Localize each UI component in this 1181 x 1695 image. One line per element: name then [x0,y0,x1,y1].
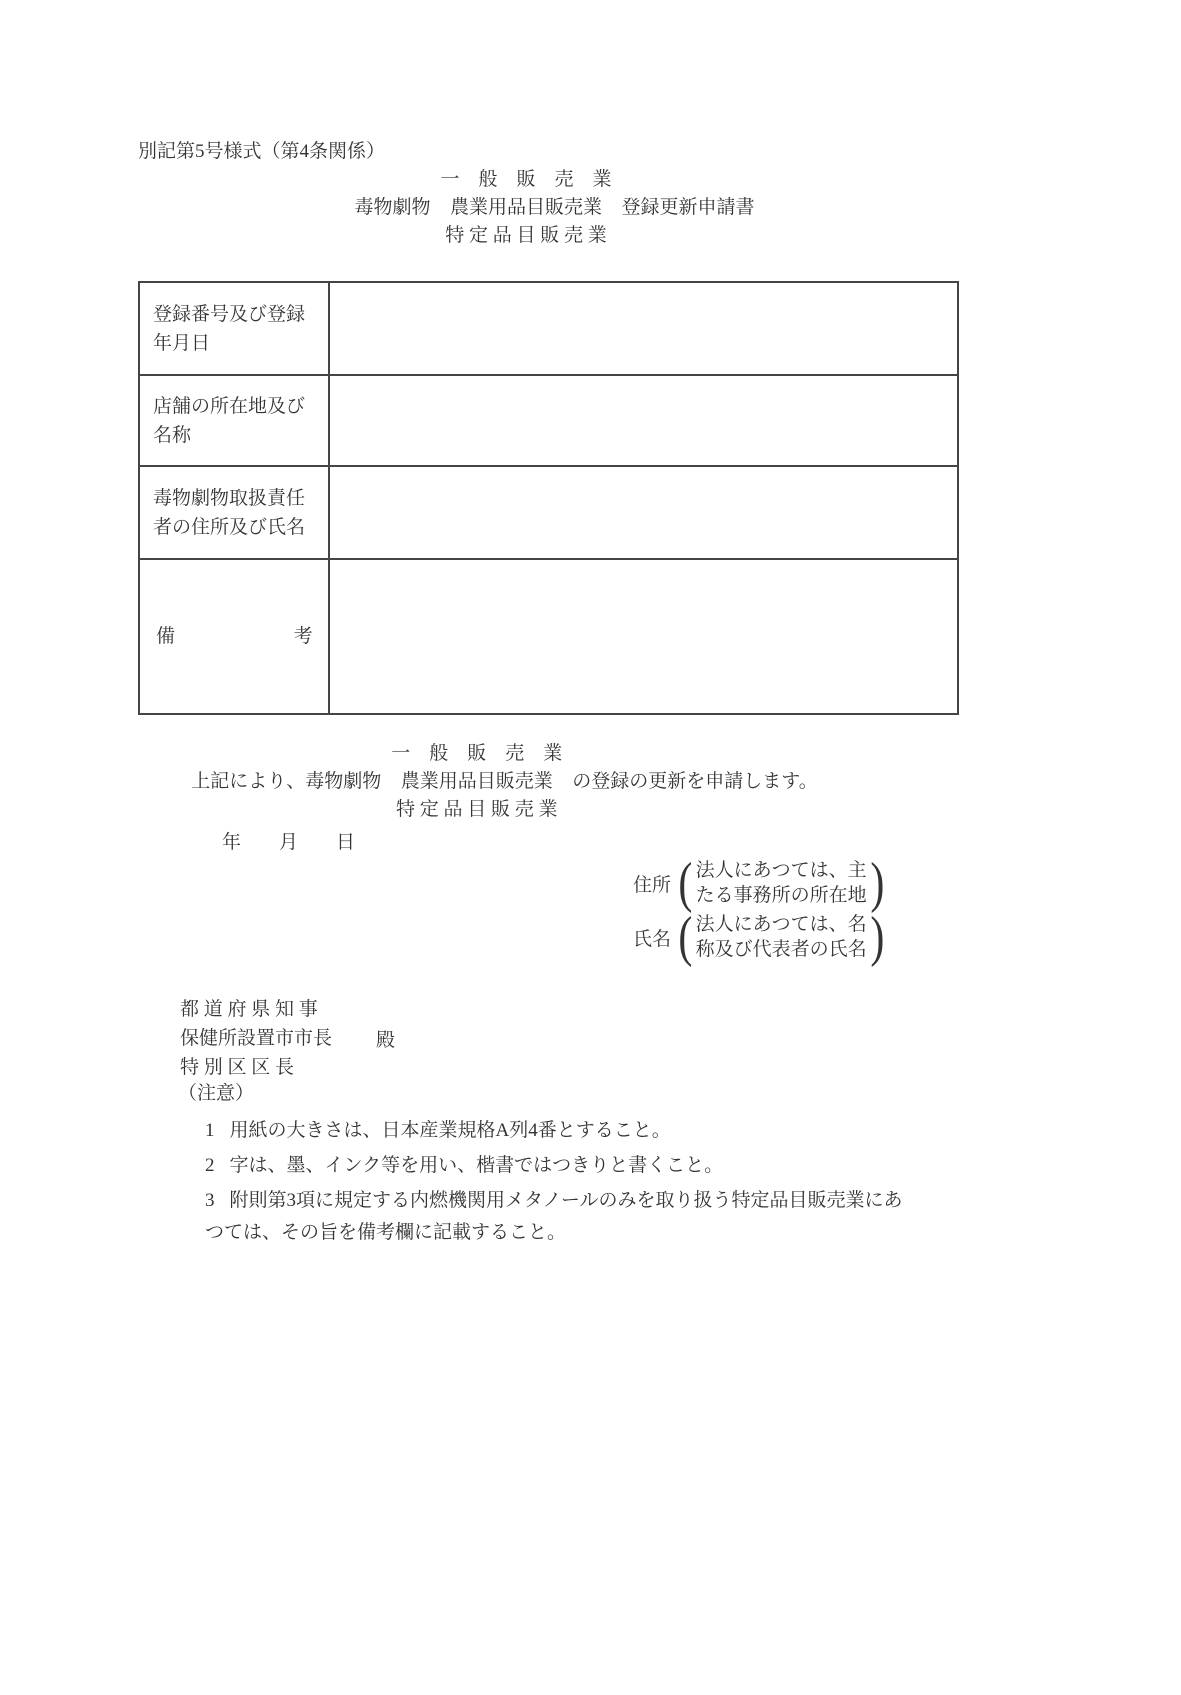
notes-heading: （注意） [178,1083,255,1104]
open-bracket-icon: ( [678,906,693,968]
note-number: 1 [205,1120,215,1141]
form-title [0,166,1181,250]
address-note-line-1: 法人にあつては、主 [695,860,867,881]
notes-section [178,1081,907,1252]
title-business-type-options [440,166,611,250]
addressee-special-ward-head: 特 別 区 区 長 [180,1057,295,1078]
title-option-specific-items-sales: 特 定 品 目 販 売 業 [445,225,607,246]
note-number: 2 [205,1155,215,1176]
application-business-type-options [391,740,562,824]
remarks-label-right-char: 考 [293,626,313,647]
application-statement [0,740,1181,824]
name-note-line-1: 法人にあつては、名 [695,914,867,935]
table-row [139,559,958,714]
form-reference: 別記第5号様式（第4条関係） [138,141,386,162]
note-number: 3 [205,1190,215,1211]
addressee-honorific: 殿 [376,1030,396,1051]
note-text: 附則第3項に規定する内燃機関用メタノールのみを取り扱う特定品目販売業にあつては、その旨を備考欄に記載すること。 [205,1190,903,1243]
note-item [205,1115,907,1147]
name-note-line-2: 称及び代表者の氏名 [695,939,867,960]
application-statement-row [191,740,818,824]
applicant-address-row [633,852,886,914]
remarks-label-left-char: 備 [156,626,176,647]
applicant-name-row [633,906,886,968]
application-option-general-sales: 一 般 販 売 業 [391,743,563,764]
title-prefix: 毒物劇物 [354,197,431,218]
name-label: 氏名 [633,928,672,950]
note-text: 字は、墨、インク等を用い、楷書ではつきりと書くこと。 [229,1155,724,1176]
title-suffix: 登録更新申請書 [621,197,755,218]
row-value-handler-address-and-name [329,466,958,559]
address-note [696,858,867,908]
row-value-remarks [329,559,958,714]
close-bracket-icon: ) [870,852,885,914]
addressee-lines [180,995,332,1082]
addressee-block [180,995,395,1082]
row-label-remarks [139,559,329,714]
note-text: 用紙の大きさは、日本産業規格A列4番とすること。 [229,1120,671,1141]
application-option-specific-items-sales: 特 定 品 目 販 売 業 [396,799,558,820]
row-value-registration-number-and-date [329,282,958,375]
form-title-row [354,166,754,250]
title-option-general-sales: 一 般 販 売 業 [440,169,612,190]
row-label-registration-number-and-date: 登録番号及び登録年月日 [139,282,329,375]
row-label-store-location-and-name: 店舗の所在地及び名称 [139,375,329,466]
note-item [205,1185,907,1249]
application-prefix: 上記により、毒物劇物 [191,771,382,792]
close-bracket-icon: ) [870,906,885,968]
table-row [139,282,958,375]
address-note-line-2: たる事務所の所在地 [695,885,867,906]
row-label-handler-address-and-name: 毒物劇物取扱責任者の住所及び氏名 [139,466,329,559]
registration-table [138,281,959,715]
table-row [139,375,958,466]
name-note [696,912,867,962]
note-item [205,1150,907,1182]
title-option-agricultural-sales: 農業用品目販売業 [449,197,602,218]
addressee-prefectural-governor: 都 道 府 県 知 事 [180,999,318,1020]
application-option-agricultural-sales: 農業用品目販売業 [400,771,553,792]
address-label: 住所 [633,874,672,896]
addressee-city-mayor: 保健所設置市市長 [180,1028,333,1049]
row-value-store-location-and-name [329,375,958,466]
table-row [139,466,958,559]
remarks-label [153,622,316,651]
open-bracket-icon: ( [678,852,693,914]
application-suffix: の登録の更新を申請します。 [572,771,818,792]
date-line: 年 月 日 [222,832,356,853]
